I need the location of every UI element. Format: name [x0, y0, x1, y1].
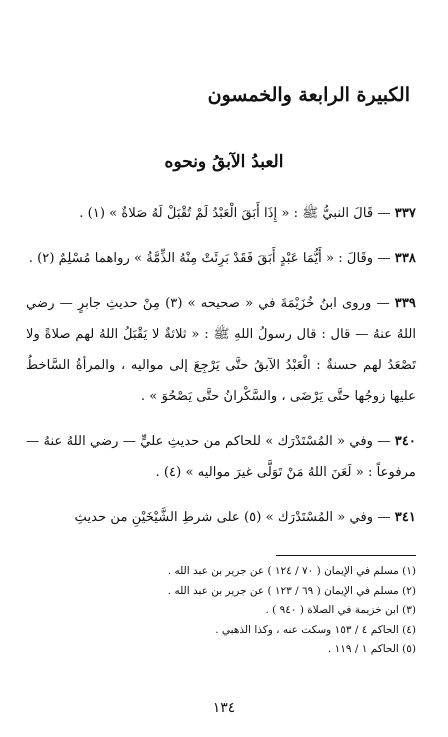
hadith-text: — وقَالَ : « أَيُّمَا عَبْدٍ أَبَقَ فَقَدْ بَرِئَتْ مِنْهُ الذِّمَّةُ » رواهما مُسْلِمٌ (٢) .: [28, 251, 391, 266]
hadith-paragraph: [26, 288, 416, 412]
hadith-text: — وفي « المُسْتَدْرَك » (٥) على شرطِ الشَّيْخَيْنِ من حديثِ: [74, 510, 391, 525]
hadith-number: ٣٣٨: [394, 251, 416, 266]
footnote: (٣) ابن خزيمة في الصلاة ( ٩٤٠ ) .: [265, 604, 416, 616]
body-text: [26, 198, 416, 547]
chapter-title: الكبيرة الرابعة والخمسون: [207, 84, 410, 106]
footnote-divider: [276, 555, 416, 556]
footnote: (١) مسلم في الإيمان ( ٧٠ / ١٢٤ ) عن جرير بن عبد الله .: [167, 565, 416, 577]
hadith-number: ٣٤٠: [394, 434, 416, 449]
hadith-number: ٣٣٧: [394, 206, 416, 221]
hadith-number: ٣٤١: [394, 510, 416, 525]
hadith-text: — قَالَ النبيُّ ﷺ : « إِذَا أَبَقَ الْعَبْدُ لَمْ تُقْبَلْ لَهُ صَلاةٌ » (١) .: [79, 206, 391, 221]
hadith-paragraph: [26, 198, 416, 229]
footnote: (٥) الحاكم ١ / ١١٩ .: [327, 643, 416, 655]
page-number: ١٣٤: [212, 700, 236, 716]
hadith-text: — وفي « المُسْتَدْرَك » للحاكم من حديثِ عليٍّ — رضي اللهُ عنهُ — مرفوعاً : « لَعَنَ اللهُ مَنْ تَوَلَّى غيرَ مواليه » (٤) .: [26, 434, 416, 480]
hadith-paragraph: [26, 243, 416, 274]
footnote: (٢) مسلم في الإيمان ( ٦٩ / ١٢٣ ) عن جرير بن عبد الله .: [167, 584, 416, 597]
hadith-text: — وروى ابنُ خُزَيْمَةَ في « صحيحه » (٣) مِنْ حديثِ جابرٍ — رضي اللهُ عنهُ — قال : قال رسولُ اللهِ ﷺ : « ثلاثةٌ لا يَقْبَلُ اللهُ لهم صلاةً ولا تَصْعَدُ لهم حسنةٌ : الْعَبْدُ الآبقُ حتَّى يَرْجِعَ إلى مواليه ، والمرأةُ السَّاخطُ عليها زوجُها حتَّى يَرْضَى ، والسَّكْرانُ حتَّى يَصْحُوَ » .: [26, 296, 416, 404]
section-title: العبدُ الآبقُ ونحوه: [164, 152, 284, 172]
hadith-paragraph: [26, 502, 416, 533]
hadith-number: ٣٣٩: [394, 296, 416, 311]
footnote: (٤) الحاكم ٤ / ١٥٣ وسكت عنه ، وكذا الذهبي .: [215, 623, 416, 636]
footnotes: [26, 562, 416, 660]
hadith-paragraph: [26, 426, 416, 488]
